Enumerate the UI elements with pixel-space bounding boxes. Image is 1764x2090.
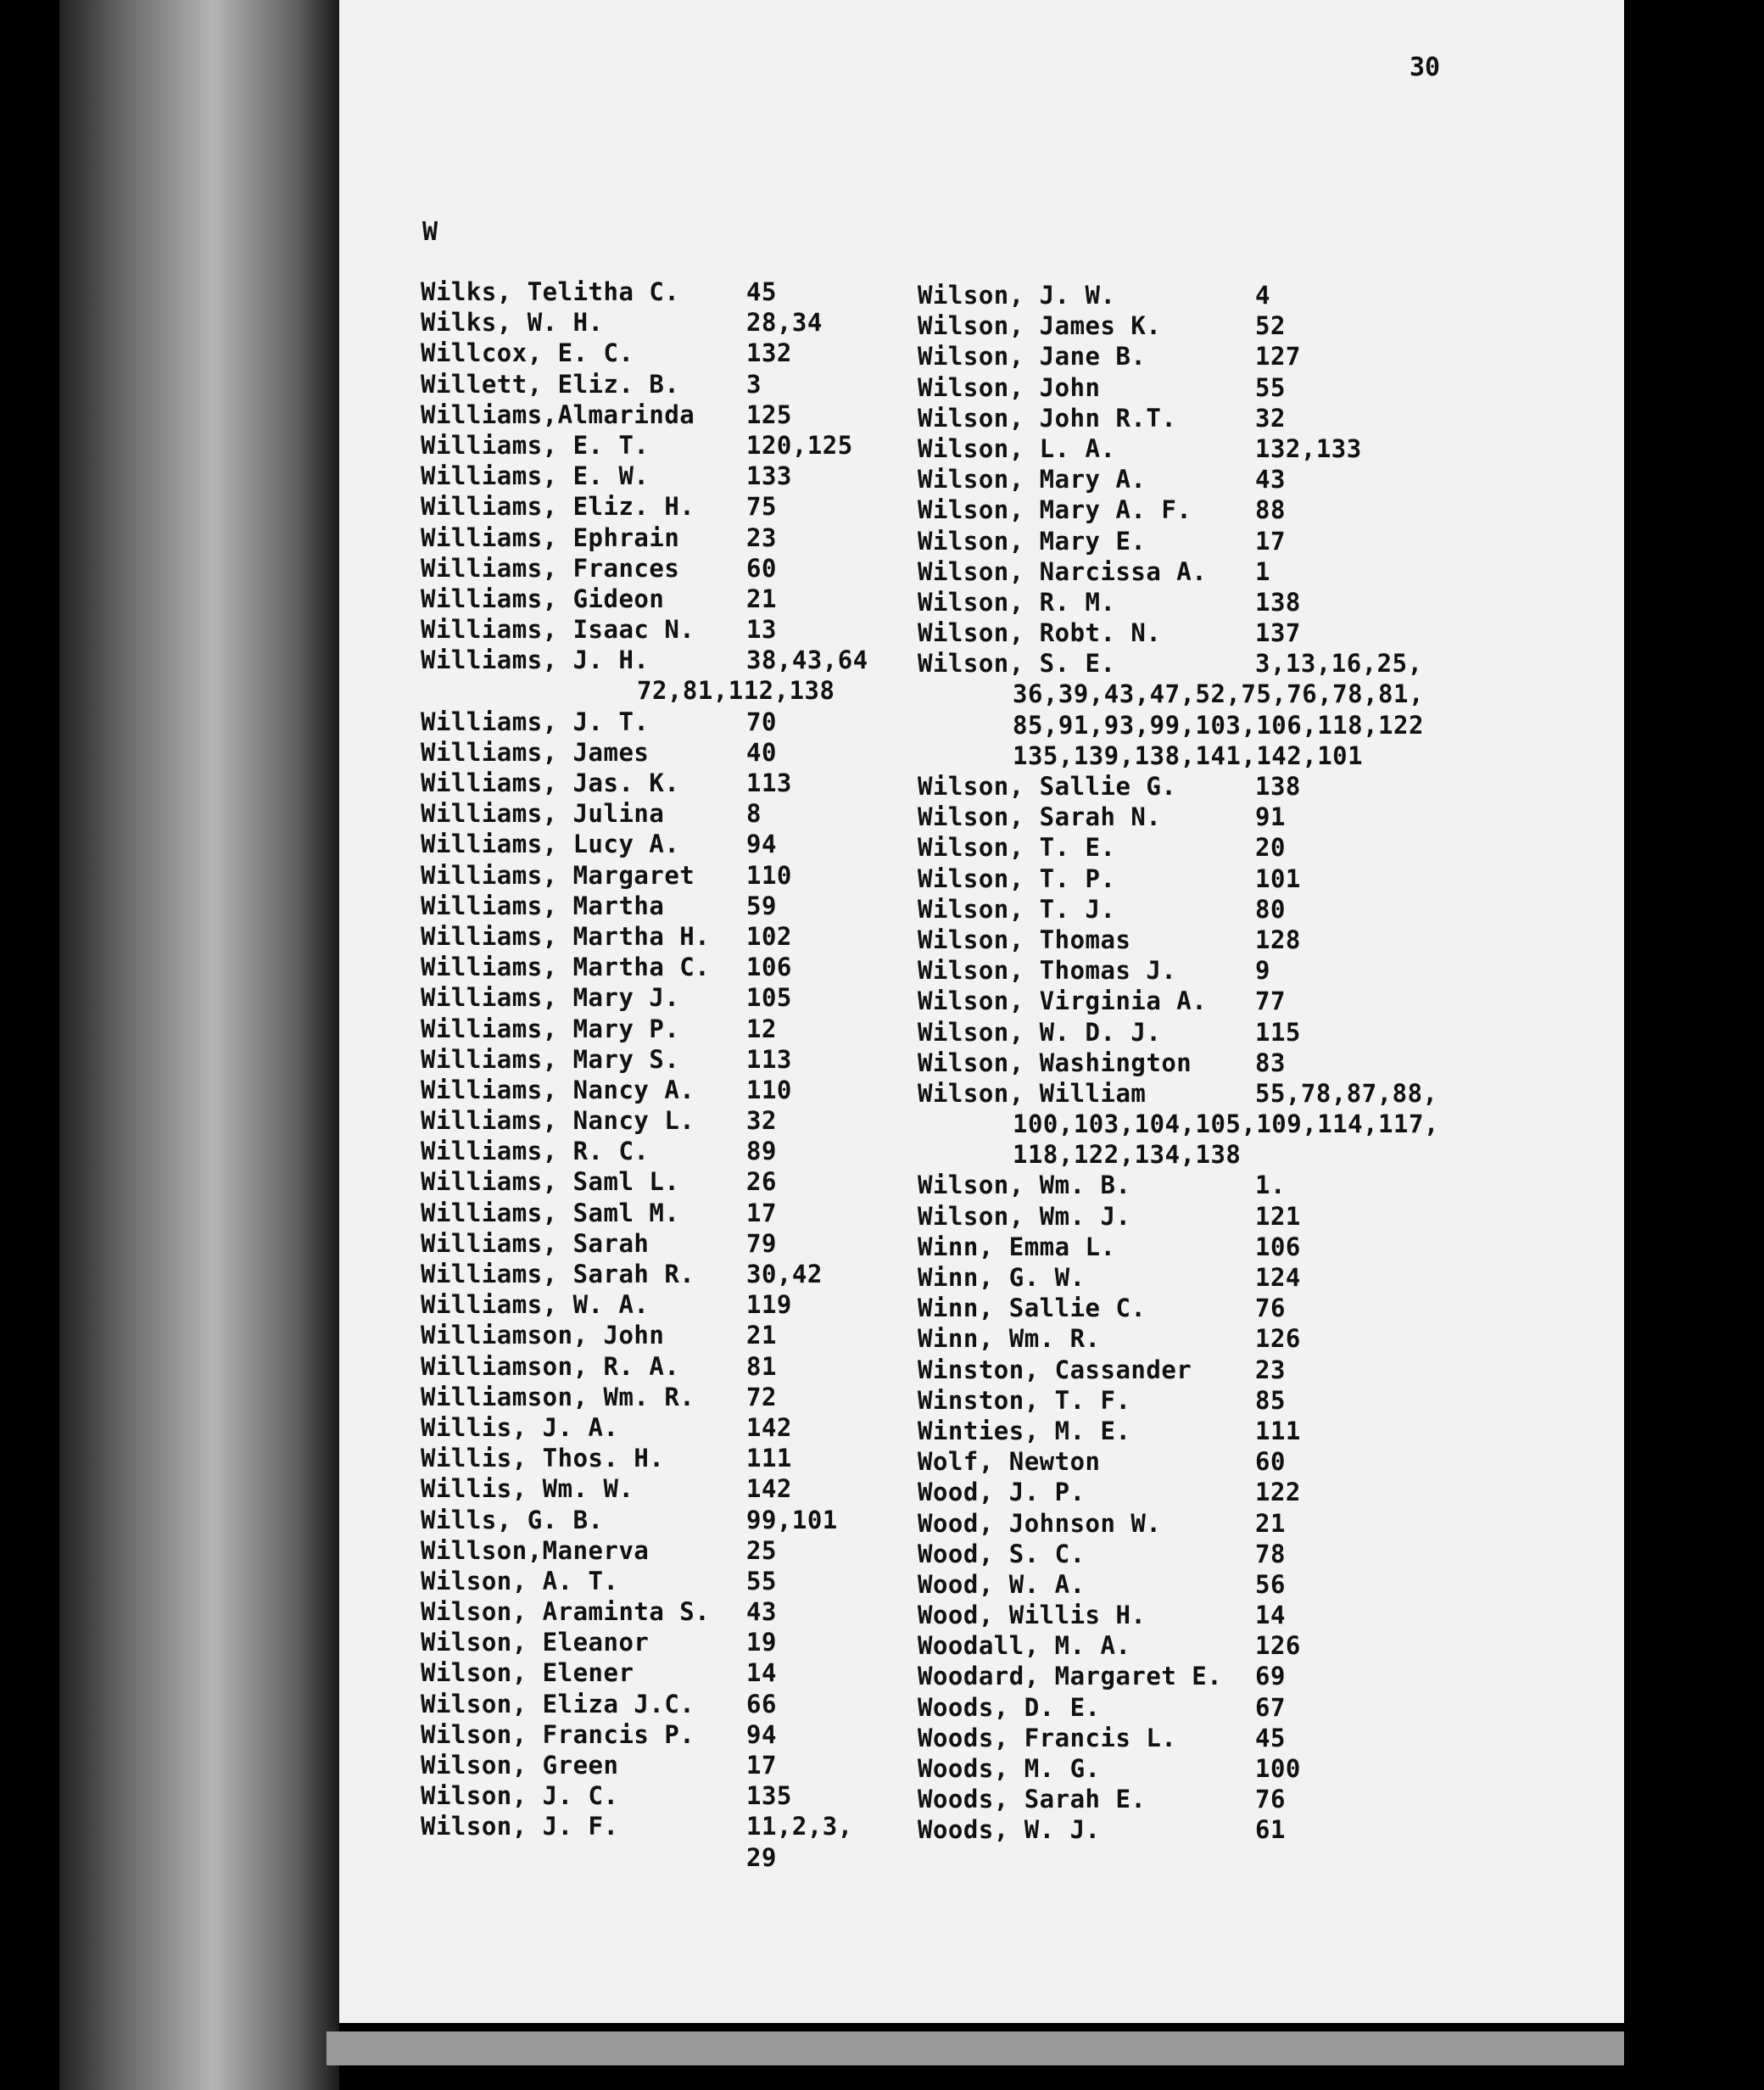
entry-name: Williams, Gideon [421,584,665,613]
page-refs: 13 [746,615,777,645]
page-refs: 76 [1255,1785,1286,1814]
page-refs: 19 [746,1628,777,1657]
page-refs: 21 [746,584,777,613]
entry-name: Woods, Sarah E. [918,1785,1147,1814]
page-refs: 20 [1255,833,1286,863]
page-refs: 12 [746,1014,777,1043]
entry-name: Woods, D. E. [918,1692,1101,1722]
entry-name: Woods, Francis L. [918,1723,1177,1752]
page-refs: 138 [1255,772,1301,801]
entry-name: Williams, Saml L. [421,1167,680,1197]
entry-name: Winn, G. W. [918,1263,1086,1292]
page-refs: 111 [746,1444,792,1473]
page-refs: 80 [1255,894,1286,924]
entry-name: Wills, G. B. [421,1505,604,1534]
entry-name: Wilson, Eliza J.C. [421,1689,695,1718]
page-refs: 126 [1255,1631,1301,1661]
page-refs: 60 [746,553,777,583]
page-refs: 122 [1255,1478,1301,1507]
entry-name: Williamson, R. A. [421,1351,680,1381]
entry-name: Wilson, T. E. [918,833,1116,863]
page-refs: 105 [746,983,792,1013]
entry-name: Wilks, Telitha C. [421,277,680,306]
entry-name: Willis, Wm. W. [421,1474,634,1504]
page-refs: 142 [746,1474,792,1504]
entry-name: Wilson, Thomas J. [918,956,1177,986]
entry-name: Winn, Wm. R. [918,1324,1101,1354]
page-refs: 94 [746,1719,777,1749]
entry-name: Wilson, T. J. [918,894,1116,924]
page-refs: 45 [746,277,777,306]
page-refs: 8 [746,799,762,829]
entry-name: Wilson, Sallie G. [918,772,1177,801]
page-refs: 14 [1255,1601,1286,1630]
entry-name: Wilson, S. E. [918,649,1116,679]
entry-name: Wolf, Newton [918,1447,1101,1477]
page-refs: 30,42 [746,1260,823,1288]
entry-name: Wilson, J. F. [421,1812,619,1841]
entry-name: Williams, Sarah R. [421,1260,695,1288]
entry-name: Willis, Thos. H. [421,1444,665,1473]
entry-name: Williams, Lucy A. [421,830,680,859]
entry-name: Wood, Willis H. [918,1601,1147,1630]
page-refs: 32 [1255,403,1286,433]
page-refs: 21 [1255,1508,1286,1538]
entry-name: Wilson, Wm. B. [918,1171,1131,1200]
entry-name: Wilson, J. W. [918,281,1116,310]
page-refs: 78 [1255,1539,1286,1568]
page-refs: 113 [746,768,792,797]
page-refs: 59 [746,891,777,920]
page-refs: 21 [746,1321,777,1350]
entry-name: Wilson, L. A. [918,433,1116,463]
entry-name: Williams, Saml M. [421,1198,680,1227]
entry-name: Williams, James [421,737,650,767]
entry-name: Williams, Nancy L. [421,1106,695,1136]
page-refs: 142 [746,1412,792,1442]
entry-name: Wilson, Francis P. [421,1719,695,1749]
book-spine-shadow [59,0,339,2090]
entry-name: Wilson, Mary A. [918,465,1147,495]
page-refs: 124 [1255,1263,1301,1292]
entry-name: Williams, W. A. [421,1290,650,1320]
entry-name: Williams, Mary S. [421,1044,680,1074]
entry-name: Williams, Eliz. H. [421,492,695,522]
page-refs: 94 [746,830,777,859]
page-refs: 25 [746,1535,777,1565]
entry-name: Williams,Almarinda [421,400,695,429]
entry-name: Williams, Nancy A. [421,1075,695,1104]
entry-name: Willis, J. A. [421,1412,619,1442]
continuation-refs: 135,139,138,141,142,101 [1013,740,1364,770]
page-refs: 81 [746,1351,777,1381]
continuation-refs: 118,122,134,138 [1013,1140,1242,1170]
page-refs: 85 [1255,1385,1286,1415]
entry-name: Winn, Emma L. [918,1232,1116,1261]
section-letter: W [422,217,438,247]
entry-name: Winston, Cassander [918,1355,1192,1384]
entry-name: Wilson, Elener [421,1658,634,1688]
entry-name: Williams, Martha [421,891,665,920]
page-refs: 4 [1255,281,1270,310]
page-refs: 43 [746,1597,777,1627]
page-refs: 72 [746,1382,777,1411]
entry-name: Williams, R. C. [421,1137,650,1166]
entry-name: Wilson, John [918,372,1101,402]
page-refs: 32 [746,1106,777,1136]
entry-name: Wilson, A. T. [421,1566,619,1595]
page-refs: 132,133 [1255,433,1362,463]
entry-name: Williams, E. W. [421,461,650,491]
entry-name: Wood, W. A. [918,1569,1086,1599]
page-refs: 100 [1255,1754,1301,1783]
page-refs: 102 [746,921,792,951]
entry-name: Woods, M. G. [918,1754,1101,1783]
page-refs: 55 [746,1566,777,1595]
page-refs: 55 [1255,372,1286,402]
page-refs: 128 [1255,925,1301,954]
page-refs: 125 [746,400,792,429]
entry-name: Wood, S. C. [918,1539,1086,1568]
entry-name: Wilson, Jane B. [918,342,1147,372]
page-refs: 135 [746,1781,792,1811]
page-refs: 106 [1255,1232,1301,1261]
page-refs: 1 [1255,556,1270,586]
page-refs: 56 [1255,1569,1286,1599]
entry-name: Williams, Mary P. [421,1014,680,1043]
entry-name: Wilson, Virginia A. [918,986,1208,1016]
page-refs: 28,34 [746,308,823,338]
entry-name: Wood, J. P. [918,1478,1086,1507]
page-refs: 11,2,3, [746,1812,853,1841]
page-refs: 101 [1255,863,1301,893]
page-refs: 67 [1255,1692,1286,1722]
page-refs: 40 [746,737,777,767]
entry-name: Winties, M. E. [918,1416,1131,1445]
entry-name: Williams, J. H. [421,645,650,675]
continuation-refs: 100,103,104,105,109,114,117, [1013,1109,1439,1139]
page-refs: 110 [746,1075,792,1104]
page-refs: 138 [1255,587,1301,617]
page-refs: 55,78,87,88, [1255,1078,1438,1108]
page-refs: 83 [1255,1048,1286,1077]
page-refs: 106 [746,953,792,982]
page-refs: 126 [1255,1324,1301,1354]
page-refs: 99,101 [746,1505,838,1534]
page-refs: 111 [1255,1416,1301,1445]
entry-name: Willson,Manerva [421,1535,650,1565]
page-refs: 9 [1255,956,1270,986]
entry-name: Wilson, Araminta S. [421,1597,711,1627]
entry-name: Williams, Martha H. [421,921,711,951]
entry-name: Wilson, R. M. [918,587,1116,617]
page-refs: 120,125 [746,430,853,460]
entry-name: Wilson, J. C. [421,1781,619,1811]
entry-name: Winston, T. F. [918,1385,1131,1415]
entry-name: Willcox, E. C. [421,338,634,368]
page-refs: 137 [1255,618,1301,648]
page-refs: 88 [1255,495,1286,525]
page-refs: 66 [746,1689,777,1718]
page-refs: 29 [746,1842,777,1872]
entry-name: Wilson, Eleanor [421,1628,650,1657]
entry-name: Wilson, Narcissa A. [918,556,1208,586]
entry-name: Wilson, Mary E. [918,526,1147,556]
page-refs: 52 [1255,311,1286,341]
entry-name: Wood, Johnson W. [918,1508,1162,1538]
entry-name: Wilson, Green [421,1751,619,1780]
page-refs: 115 [1255,1017,1301,1047]
page-refs: 61 [1255,1815,1286,1845]
page-refs: 119 [746,1290,792,1320]
page-refs: 17 [746,1751,777,1780]
entry-name: Wilson, Robt. N. [918,618,1162,648]
page-refs: 14 [746,1658,777,1688]
page-number: 30 [1410,53,1441,82]
entry-name: Wilson, James K. [918,311,1162,341]
page-refs: 17 [1255,526,1286,556]
entry-name: Wilson, Wm. J. [918,1201,1131,1231]
entry-name: Williams, Julina [421,799,665,829]
entry-name: Wilson, T. P. [918,863,1116,893]
page-refs: 121 [1255,1201,1301,1231]
page-refs: 23 [746,522,777,552]
entry-name: Williams, E. T. [421,430,650,460]
page-refs: 79 [746,1228,777,1258]
entry-name: Williams, Sarah [421,1228,650,1258]
page-refs: 133 [746,461,792,491]
page-refs: 26 [746,1167,777,1197]
page-refs: 91 [1255,802,1286,832]
page-refs: 3 [746,369,762,399]
entry-name: Wilson, William [918,1078,1147,1108]
entry-name: Williams, Jas. K. [421,768,680,797]
page-refs: 89 [746,1137,777,1166]
entry-name: Williams, Margaret [421,860,695,890]
page-refs: 75 [746,492,777,522]
page-bottom-edge [327,2031,1624,2065]
entry-name: Williamson, John [421,1321,665,1350]
entry-name: Williams, Martha C. [421,953,711,982]
entry-name: Williams, Frances [421,553,680,583]
page-refs: 127 [1255,342,1301,372]
page-refs: 38,43,64 [746,645,868,675]
entry-name: Woodard, Margaret E. [918,1662,1223,1691]
entry-name: Wilson, Thomas [918,925,1131,954]
page-refs: 23 [1255,1355,1286,1384]
entry-name: Woodall, M. A. [918,1631,1131,1661]
entry-name: Willett, Eliz. B. [421,369,680,399]
entry-name: Wilks, W. H. [421,308,604,338]
entry-name: Winn, Sallie C. [918,1294,1147,1323]
entry-name: Williams, Mary J. [421,983,680,1013]
continuation-refs: 36,39,43,47,52,75,76,78,81, [1013,679,1424,709]
entry-name: Woods, W. J. [918,1815,1101,1845]
entry-name: Wilson, Washington [918,1048,1192,1077]
page-refs: 3,13,16,25, [1255,649,1423,679]
entry-name: Wilson, Sarah N. [918,802,1162,832]
entry-name: Williams, J. T. [421,707,650,736]
page-refs: 113 [746,1044,792,1074]
page-refs: 69 [1255,1662,1286,1691]
page-refs: 132 [746,338,792,368]
entry-name: Williams, Isaac N. [421,615,695,645]
page-refs: 17 [746,1198,777,1227]
entry-name: Wilson, Mary A. F. [918,495,1192,525]
page-refs: 60 [1255,1447,1286,1477]
page-refs: 77 [1255,986,1286,1016]
page-refs: 43 [1255,465,1286,495]
entry-name: Wilson, W. D. J. [918,1017,1162,1047]
page-refs: 70 [746,707,777,736]
entry-name: Williamson, Wm. R. [421,1382,695,1411]
entry-name: Wilson, John R.T. [918,403,1177,433]
page-refs: 76 [1255,1294,1286,1323]
entry-name: Williams, Ephrain [421,522,680,552]
page-refs: 1. [1255,1171,1286,1200]
continuation-refs: 72,81,112,138 [637,676,835,706]
page-refs: 110 [746,860,792,890]
continuation-refs: 85,91,93,99,103,106,118,122 [1013,710,1424,740]
page-refs: 45 [1255,1723,1286,1752]
